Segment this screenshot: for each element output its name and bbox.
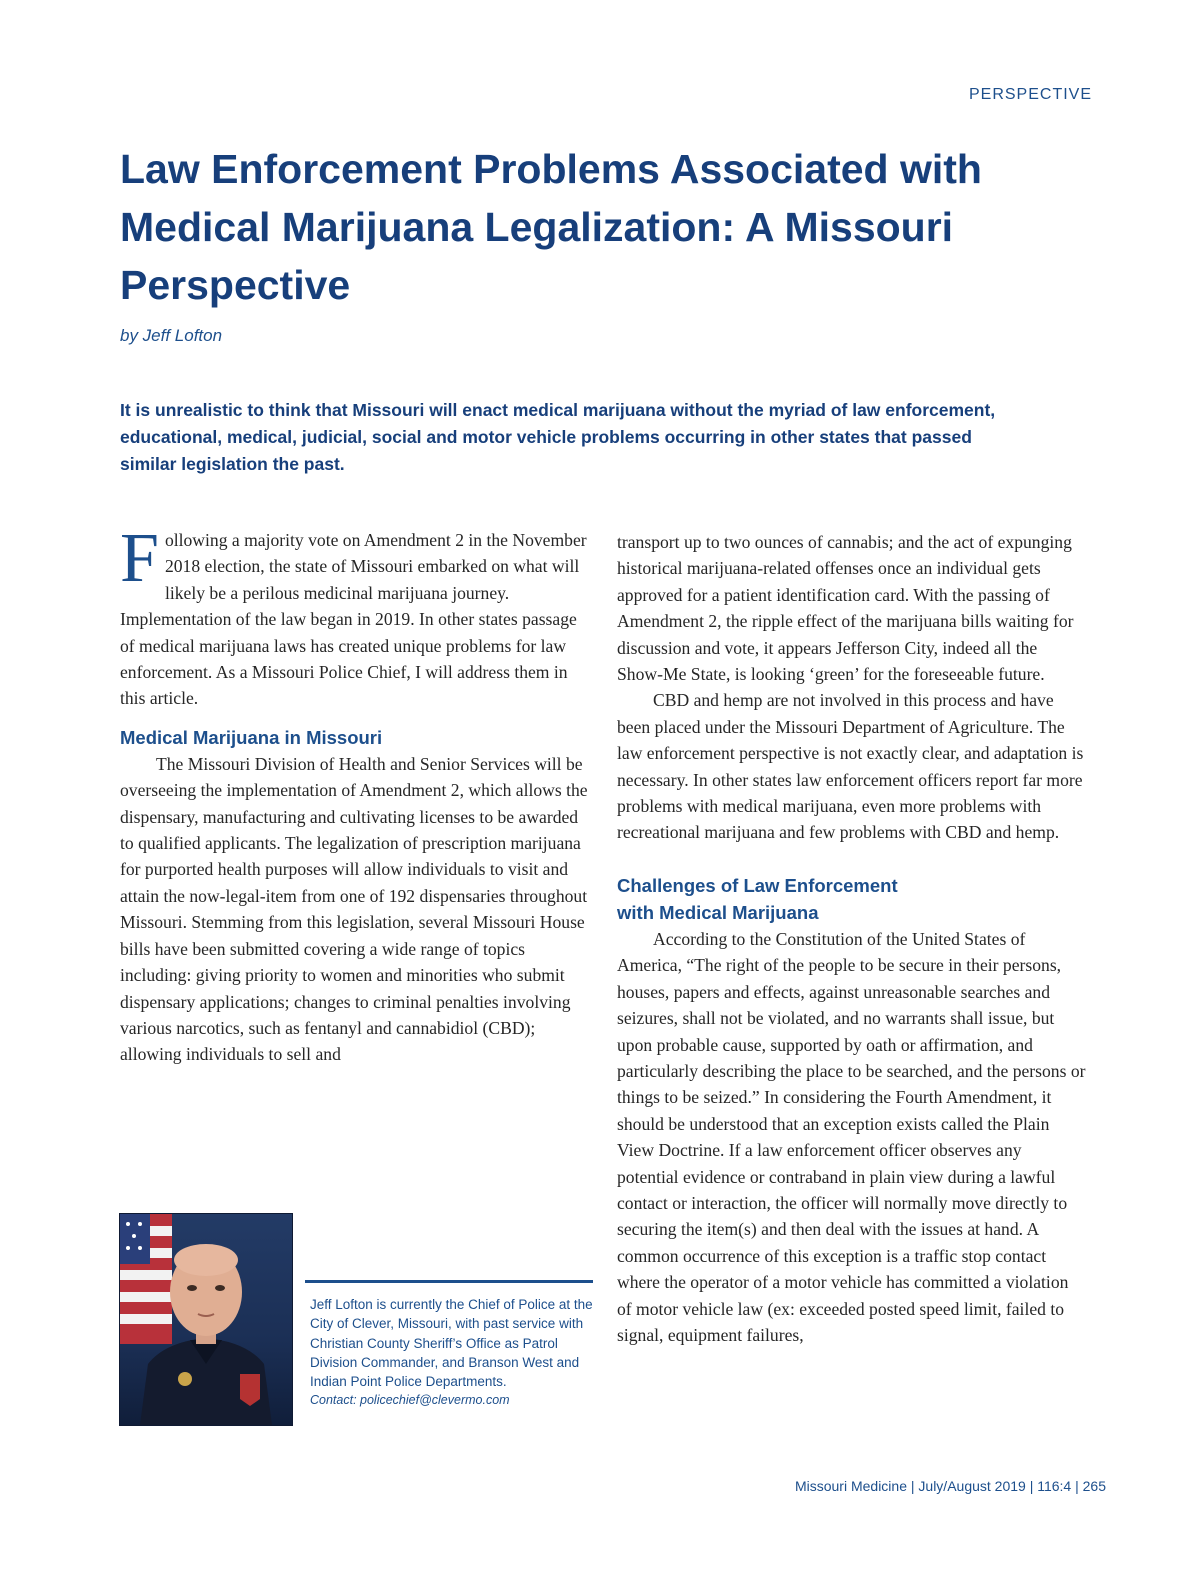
page-footer: Missouri Medicine | July/August 2019 | 116:4 | 265 <box>794 1478 1106 1494</box>
col2-paragraph-1: transport up to two ounces of cannabis; and the act of expunging historical marijuana-related offenses once an individual gets approved for a patient identification card. With the passing of Amendment 2, the ripple effect of the marijuana bills waiting for discussion and vote, it appears Jefferson City, indeed all the Show-Me State, is looking ‘green’ for the foreseeable future. <box>617 532 1074 685</box>
section-heading-medical-marijuana: Medical Marijuana in Missouri <box>120 726 383 748</box>
intro-text: ollowing a majority vote on Amendment 2 in the November 2018 election, the state of Missouri embarked on what will likely be a perilous medicinal marijuana journey. Implementation of the law began in 2019. In other states passage of medical marijuana laws has created unique problems for law enforcement. As a Missouri Police Chief, I will address them in this article. <box>120 530 587 709</box>
author-bio <box>310 1295 595 1411</box>
section-label: PERSPECTIVE <box>968 86 1092 103</box>
article-title: Law Enforcement Problems Associated with Medical Marijuana Legalization: A Missouri Perspective <box>120 146 982 308</box>
author-photo <box>119 1213 293 1426</box>
article-lede: It is unrealistic to think that Missouri will enact medical marijuana without the myriad of law enforcement, educational, medical, judicial, social and motor vehicle problems occurring in other states that passed similar legislation the past. <box>120 400 996 474</box>
officer-portrait <box>120 1214 292 1425</box>
byline: by Jeff Lofton <box>120 326 223 345</box>
col2-paragraph-2: CBD and hemp are not involved in this process and have been placed under the Missouri Department of Agriculture. The law enforcement perspective is not exactly clear, and adaptation is necessary. In other states law enforcement officers report far more problems with medical marijuana, even more problems with recreational marijuana and few problems with CBD and hemp. <box>617 690 1084 843</box>
section2-paragraph: According to the Constitution of the United States of America, “The right of the people to be secure in their persons, houses, papers and effects, against unreasonable searches and seizures, shall not be violated, and no warrants shall issue, but upon probable cause, supported by oath or affirmation, and particularly describing the place to be searched, and the persons or things to be seized.” In considering the Fourth Amendment, it should be understood that an exception exists called the Plain View Doctrine. If a law enforcement officer observes any potential evidence or contraband in plain view during a lawful contact or interaction, the officer will normally move directly to securing the item(s) and then deal with the issues at hand. A common occurrence of this exception is a traffic stop contact where the operator of a motor vehicle has committed a violation of motor vehicle law (ex: exceeded posted speed limit, failed to signal, equipment failures, <box>617 928 1086 1345</box>
left-column <box>120 520 590 1068</box>
intro-paragraph <box>120 520 590 712</box>
section-heading-challenges-line1: Challenges of Law Enforcement <box>617 874 898 896</box>
section1-paragraph: The Missouri Division of Health and Senior Services will be overseeing the implementation of Amendment 2, which allows the dispensary, manufacturing and cultivating licenses to be awarded to qualified applicants. The legalization of prescription marijuana for purported health purposes will allow individuals to visit and attain the now-legal-item from one of 192 dispensaries throughout Missouri. Stemming from this legislation, several Missouri House bills have been submitted covering a wide range of topics including: giving priority to women and minorities who submit dispensary applications; changes to criminal penalties involving various narcotics, such as fentanyl and cannabidiol (CBD); allowing individuals to sell and <box>120 753 588 1065</box>
bio-divider <box>305 1280 593 1283</box>
author-contact: Contact: policechief@clevermo.com <box>310 1393 510 1408</box>
section-heading-challenges <box>617 872 1087 926</box>
right-column <box>617 529 1087 1348</box>
drop-cap: F <box>120 520 159 597</box>
author-bio-text: Jeff Lofton is currently the Chief of Police at the City of Clever, Missouri, with past service with Christian County Sheriff’s Office as Patrol Division Commander, and Branson West and Indian Point Police Departments. <box>310 1297 593 1390</box>
section-heading-challenges-line2: with Medical Marijuana <box>617 901 819 923</box>
